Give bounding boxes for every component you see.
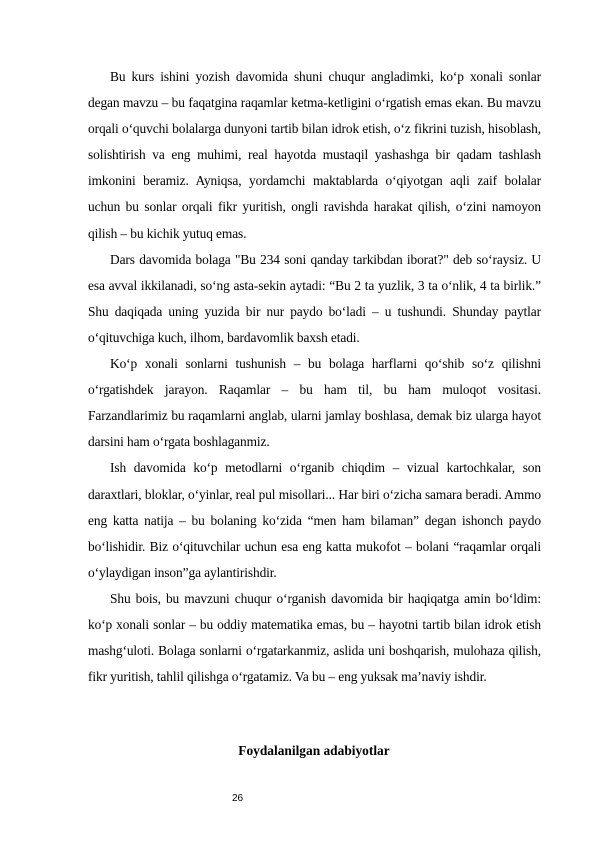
page-number: 26 [232, 793, 244, 804]
paragraph-2: Dars davomida bolaga "Bu 234 soni qanday tarkibdan iborat?" deb so‘raysiz. U esa avval ikkilanadi, so‘ng asta-sekin aytadi: “Bu 2 ta yuzlik, 3 ta o‘nlik, 4 ta birlik.” Shu daqiqada uning yuzida bir nur paydo bo‘ladi – u tushundi. Shunday paytlar o‘qituvchiga kuch, ilhom, bardavomlik baxsh etadi. [88, 251, 541, 345]
references-heading: Foydalanilgan adabiyotlar [238, 743, 390, 758]
document-body [88, 64, 541, 690]
paragraph-3: Ko‘p xonali sonlarni tushunish – bu bolaga harflarni qo‘shib so‘z qilishni o‘rgatishdek jarayon. Raqamlar – bu ham til, bu ham muloqot vositasi. Farzandlarimiz bu raqamlarni anglab, ularni jamlay boshlasa, demak biz ularga hayot darsini ham o‘rgata boshlaganmiz. [88, 356, 541, 450]
paragraph-4: Ish davomida ko‘p metodlarni o‘rganib chiqdim – vizual kartochkalar, son daraxtlari, bloklar, o‘yinlar, real pul misollari... Har biri o‘zicha samara beradi. Ammo eng katta natija – bu bolaning ko‘zida “men ham bilaman” degan ishonch paydo bo‘lishidir. Biz o‘qituvchilar uchun esa eng katta mukofot – bolani “raqamlar orqali o‘ylaydigan inson”ga aylantirishdir. [88, 460, 541, 580]
paragraph-5: Shu bois, bu mavzuni chuqur o‘rganish davomida bir haqiqatga amin bo‘ldim: ko‘p xonali sonlar – bu oddiy matematika emas, bu – hayotni tartib bilan idrok etish mashg‘uloti. Bolaga sonlarni o‘rgatarkanmiz, aslida uni boshqarish, mulohaza qilish, fikr yuritish, tahlil qilishga o‘rgatamiz. Va bu – eng yuksak ma’naviy ishdir. [88, 590, 541, 685]
paragraph-1: Bu kurs ishini yozish davomida shuni chuqur angladimki, ko‘p xonali sonlar degan mavzu – bu faqatgina raqamlar ketma-ketligini o‘rgatish emas ekan. Bu mavzu orqali o‘quvchi bolalarga dunyoni tartib bilan idrok etish, o‘z fikrini tuzish, hisoblash, solishtirish va eng muhimi, real hayotda mustaqil yashashga bir qadam tashlash imkonini beramiz. Ayniqsa, yordamchi maktablarda o‘qiyotgan aqli zaif bolalar uchun bu sonlar orqali fikr yuritish, ongli ravishda harakat qilish, o‘zini namoyon qilish – bu kichik yutuq emas. [88, 69, 541, 241]
